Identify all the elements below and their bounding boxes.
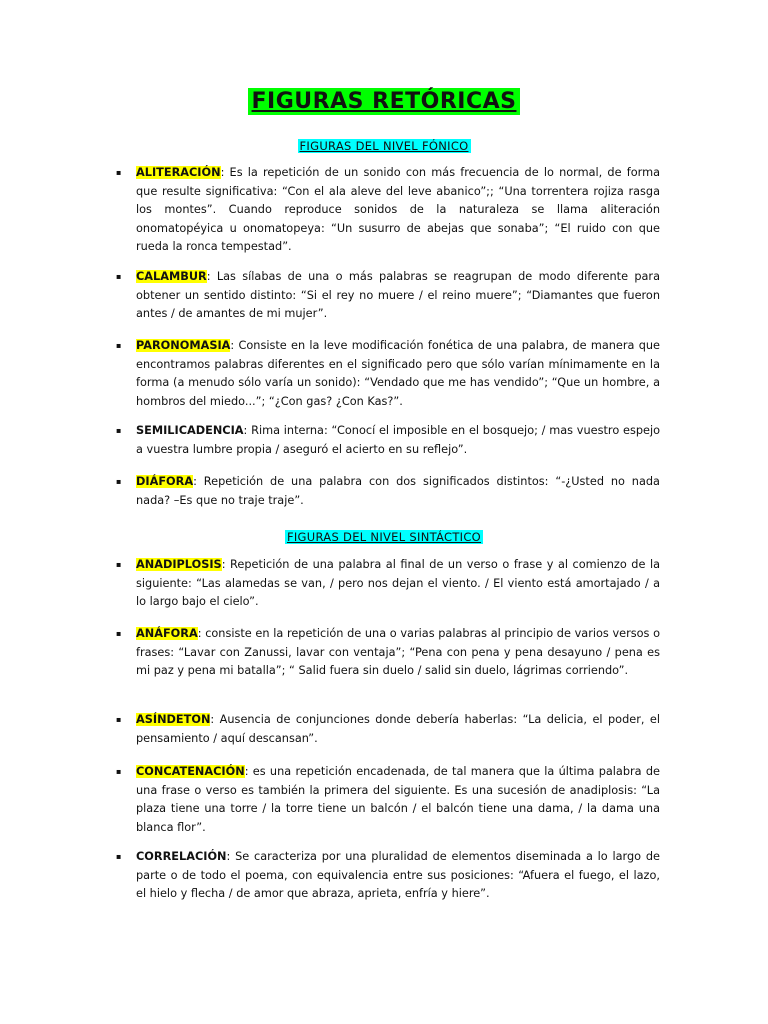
term-separator: : <box>210 713 215 726</box>
bullet-icon: ▪ <box>116 477 122 486</box>
list-item-aliteracion <box>116 164 660 257</box>
definition: Se caracteriza por una pluralidad de elementos diseminada a lo largo de parte o de todo el poema, con equivalencia entre sus posiciones: “Afuera el fuego, el lazo, el hielo y flecha / de amor que abraza, aprieta, enfría y hiere”. <box>136 850 660 900</box>
term: ALITERACIÓN <box>136 166 221 179</box>
bullet-icon: ▪ <box>116 852 122 861</box>
term-separator: : <box>220 166 225 179</box>
term-separator: : <box>197 627 202 640</box>
bullet-icon: ▪ <box>116 767 122 776</box>
list-item-concatenacion <box>116 763 660 837</box>
term-separator: : <box>221 558 226 571</box>
list-item-diafora <box>116 473 660 510</box>
definition: Repetición de una palabra con dos significados distintos: “-¿Usted no nada nada? –Es que no traje traje”. <box>136 475 660 507</box>
bullet-icon: ▪ <box>116 715 122 724</box>
term: PARONOMASIA <box>136 339 231 352</box>
bullet-icon: ▪ <box>116 272 122 281</box>
term-separator: : <box>230 339 235 352</box>
term: CORRELACIÓN <box>136 850 227 863</box>
term: SEMILICADENCIA <box>136 424 244 437</box>
bullet-icon: ▪ <box>116 560 122 569</box>
section-heading-label: FIGURAS DEL NIVEL SINTÁCTICO <box>286 530 482 544</box>
bullet-icon: ▪ <box>116 629 122 638</box>
bullet-icon: ▪ <box>116 168 122 177</box>
list-item-correlacion <box>116 848 660 904</box>
section-heading-fonico <box>0 135 768 154</box>
bullet-icon: ▪ <box>116 341 122 350</box>
term-separator: : <box>244 765 249 778</box>
definition: Rima interna: “Conocí el imposible en el bosquejo; / mas vuestro espejo a vuestra lumbre propia / aseguró el acierto en su reflejo”. <box>136 424 660 456</box>
list-item-asindeton <box>116 711 660 748</box>
term-separator: : <box>206 270 211 283</box>
definition: consiste en la repetición de una o varias palabras al principio de varios versos o frases: “Lavar con Zanussi, lavar con ventaja”; “Pena con pena y pena desayuno / pena es mi paz y pena mi batalla”; “ Salid fuera sin duelo / salid sin duelo, lágrimas corriendo”. <box>136 627 660 677</box>
definition: es una repetición encadenada, de tal manera que la última palabra de una frase o verso es también la primera del siguiente. Es una sucesión de anadiplosis: “La plaza tiene una torre / la torre tiene un balcón / el balcón tiene una dama, / la dama una blanca flor”. <box>136 765 660 834</box>
list-item-calambur <box>116 268 660 324</box>
bullet-icon: ▪ <box>116 426 122 435</box>
title-wrap <box>0 88 768 115</box>
term-separator: : <box>226 850 231 863</box>
definition: Es la repetición de un sonido con más frecuencia de lo normal, de forma que resulte significativa: “Con el ala aleve del leve abanico”;; “Una torrentera rojiza rasga los montes”. Cuando reproduce sonidos de la naturaleza se llama aliteración onomatopéyica u onomatopeya: “Un susurro de abejas que sonaba”; “El ruido con que rueda la ronca tempestad”. <box>136 166 660 253</box>
definition: Las sílabas de una o más palabras se reagrupan de modo diferente para obtener un sentido distinto: “Si el rey no muere / el reino muere”; “Diamantes que fueron antes / de amantes de mi mujer”. <box>136 270 660 320</box>
document-title: FIGURAS RETÓRICAS <box>248 88 521 115</box>
term-separator: : <box>193 475 197 488</box>
definition: Repetición de una palabra al final de un verso o frase y al comienzo de la siguiente: “Las alamedas se van, / pero nos dejan el viento. / El viento está amortajado / a lo largo bajo el cielo”. <box>136 558 660 608</box>
list-item-paronomasia <box>116 337 660 411</box>
section-heading-label: FIGURAS DEL NIVEL FÓNICO <box>299 139 469 153</box>
term: ANÁFORA <box>136 627 198 640</box>
section-heading-sintactico <box>0 526 768 545</box>
term: ANADIPLOSIS <box>136 558 222 571</box>
definition: Consiste en la leve modificación fonética de una palabra, de manera que encontramos palabras diferentes en el significado pero que sólo varían mínimamente en la forma (a menudo sólo varía un sonido): “Vendado que me has vendido”; “Que un hombre, a hombros del miedo...”; “¿Con gas? ¿Con Kas?”. <box>136 339 660 408</box>
definition: Ausencia de conjunciones donde debería haberlas: “La delicia, el poder, el pensamiento / aquí descansan”. <box>136 713 660 745</box>
term: CONCATENACIÓN <box>136 765 245 778</box>
term-separator: : <box>243 424 248 437</box>
term: CALAMBUR <box>136 270 207 283</box>
list-item-semilicadencia <box>116 422 660 459</box>
list-item-anadiplosis <box>116 556 660 612</box>
list-item-anafora <box>116 625 660 681</box>
term: DIÁFORA <box>136 475 194 488</box>
term: ASÍNDETON <box>136 713 211 726</box>
